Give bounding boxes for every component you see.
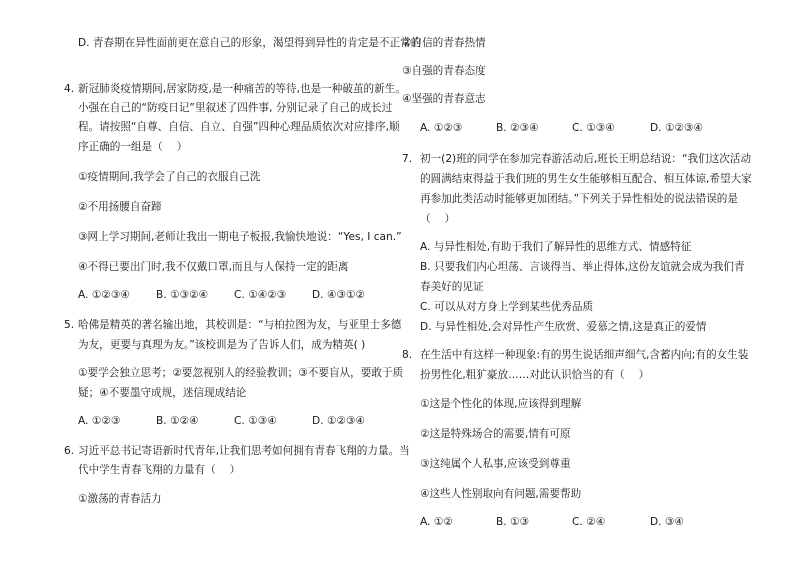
q5-items-line: ①要学会独立思考；②要忽视别人的经验教训；③不要盲从，要敢于质	[78, 367, 404, 379]
q4-item: ③网上学习期间,老师让我出一期电子板报,我愉快地说：“Yes, I can.”	[78, 231, 402, 243]
q4-stem-line: 程。请按照“自尊、自信、自立、自强”四种心理品质依次对应排序,顺	[78, 121, 400, 133]
q6-stem-line: 代中学生青春飞翔的力量有（ ）	[78, 464, 241, 476]
q8-stem-line: 扮男性化,粗犷豪放……对此认识恰当的有（ ）	[420, 369, 650, 381]
q8-item: ①这是个性化的体现,应该得到理解	[420, 398, 582, 410]
q8-number: 8.	[402, 349, 413, 361]
q7-number: 7.	[402, 153, 413, 165]
q6-stem-line: 习近平总书记寄语新时代青年,让我们思考如何拥有青春飞翔的力量。当	[78, 445, 410, 457]
q7-stem-line: 的圆满结束得益于我们班的男生女生能够相互配合、相互体谅,希望大家	[420, 173, 752, 185]
q4-option-d[interactable]: D. ④③①②	[312, 289, 365, 301]
q5-option-a[interactable]: A. ①②③	[78, 415, 121, 427]
q7-option-c[interactable]: C. 可以从对方身上学到某些优秀品质	[420, 301, 594, 313]
q6-option-c[interactable]: C. ①③④	[572, 122, 615, 134]
q7-option-b-cont: 春美好的见证	[420, 281, 484, 293]
q8-item: ②这是特殊场合的需要,情有可原	[420, 428, 571, 440]
q4-item: ④不得已要出门时,我不仅戴口罩,而且与人保持一定的距离	[78, 261, 349, 273]
q7-stem-line: （ ）	[420, 213, 456, 225]
q8-option-d[interactable]: D. ③④	[650, 516, 684, 528]
q4-stem-line: 序正确的一组是（ ）	[78, 141, 188, 153]
q4-option-c[interactable]: C. ①④②③	[234, 289, 287, 301]
q7-stem-line: 再参加此类活动时能够更加团结。”下列关于异性相处的说法错误的是	[420, 193, 738, 205]
q5-stem-line: 哈佛是精英的著名输出地，其校训是：“与柏拉图为友，与亚里士多德	[78, 319, 402, 331]
q7-stem-line: 初一(2)班的同学在参加完春游活动后,班长王明总结说：“我们这次活动	[420, 153, 752, 165]
q8-option-c[interactable]: C. ②④	[572, 516, 606, 528]
q5-number: 5.	[64, 319, 75, 331]
q8-stem-line: 在生活中有这样一种现象:有的男生说话细声细气,含蓄内向;有的女生装	[420, 349, 749, 361]
q8-option-a[interactable]: A. ①②	[420, 516, 453, 528]
q5-option-d[interactable]: D. ①②③④	[312, 415, 365, 427]
q7-option-a[interactable]: A. 与异性相处,有助于我们了解异性的思维方式、情感特征	[420, 241, 692, 253]
q4-number: 4.	[64, 83, 75, 95]
q5-stem-line: 为友，更要与真理为友。”该校训是为了告诉人们，成为精英( )	[78, 339, 366, 351]
q6-item: ①激荡的青春活力	[78, 493, 162, 505]
q4-option-b[interactable]: B. ①③②④	[156, 289, 208, 301]
q5-option-b[interactable]: B. ①②④	[156, 415, 199, 427]
q6-option-a[interactable]: A. ①②③	[420, 122, 463, 134]
q6-option-b[interactable]: B. ②③④	[496, 122, 539, 134]
q8-option-b[interactable]: B. ①③	[496, 516, 529, 528]
q4-item: ②不用扬腰自奋蹄	[78, 201, 162, 213]
q4-stem-line: 小强在自己的“防疫日记”里叙述了四件事, 分别记录了自己的成长过	[78, 102, 393, 114]
q6-item: ③自强的青春态度	[402, 65, 486, 77]
q7-option-d[interactable]: D. 与异性相处,会对异性产生欣赏、爱慕之情,这是真正的爱情	[420, 321, 707, 333]
q4-option-a[interactable]: A. ①②③④	[78, 289, 130, 301]
q6-option-d[interactable]: D. ①②③④	[650, 122, 703, 134]
q8-item: ③这纯属个人私事,应该受到尊重	[420, 458, 571, 470]
q8-item: ④这些人性别取向有问题,需要帮助	[420, 488, 582, 500]
q4-stem-line: 新冠肺炎疫情期间,居家防疫,是一种痛苦的等待,也是一种破茧的新生。	[78, 83, 406, 95]
q5-option-c[interactable]: C. ①③④	[234, 415, 277, 427]
q6-item: ④坚强的青春意志	[402, 93, 486, 105]
q3-option-d: D. 青春期在异性面前更在意自己的形象，渴望得到异性的肯定是不正常的	[78, 37, 422, 49]
q6-number: 6.	[64, 445, 75, 457]
q6-item: ②自信的青春热情	[402, 37, 486, 49]
q5-items-line: 疑；④不要墨守成规，迷信现成结论	[78, 387, 247, 399]
q7-option-b[interactable]: B. 只要我们内心坦荡、言谈得当、举止得体,这份友谊就会成为我们青	[420, 261, 745, 273]
q4-item: ①疫情期间,我学会了自己的衣服自己洗	[78, 171, 261, 183]
